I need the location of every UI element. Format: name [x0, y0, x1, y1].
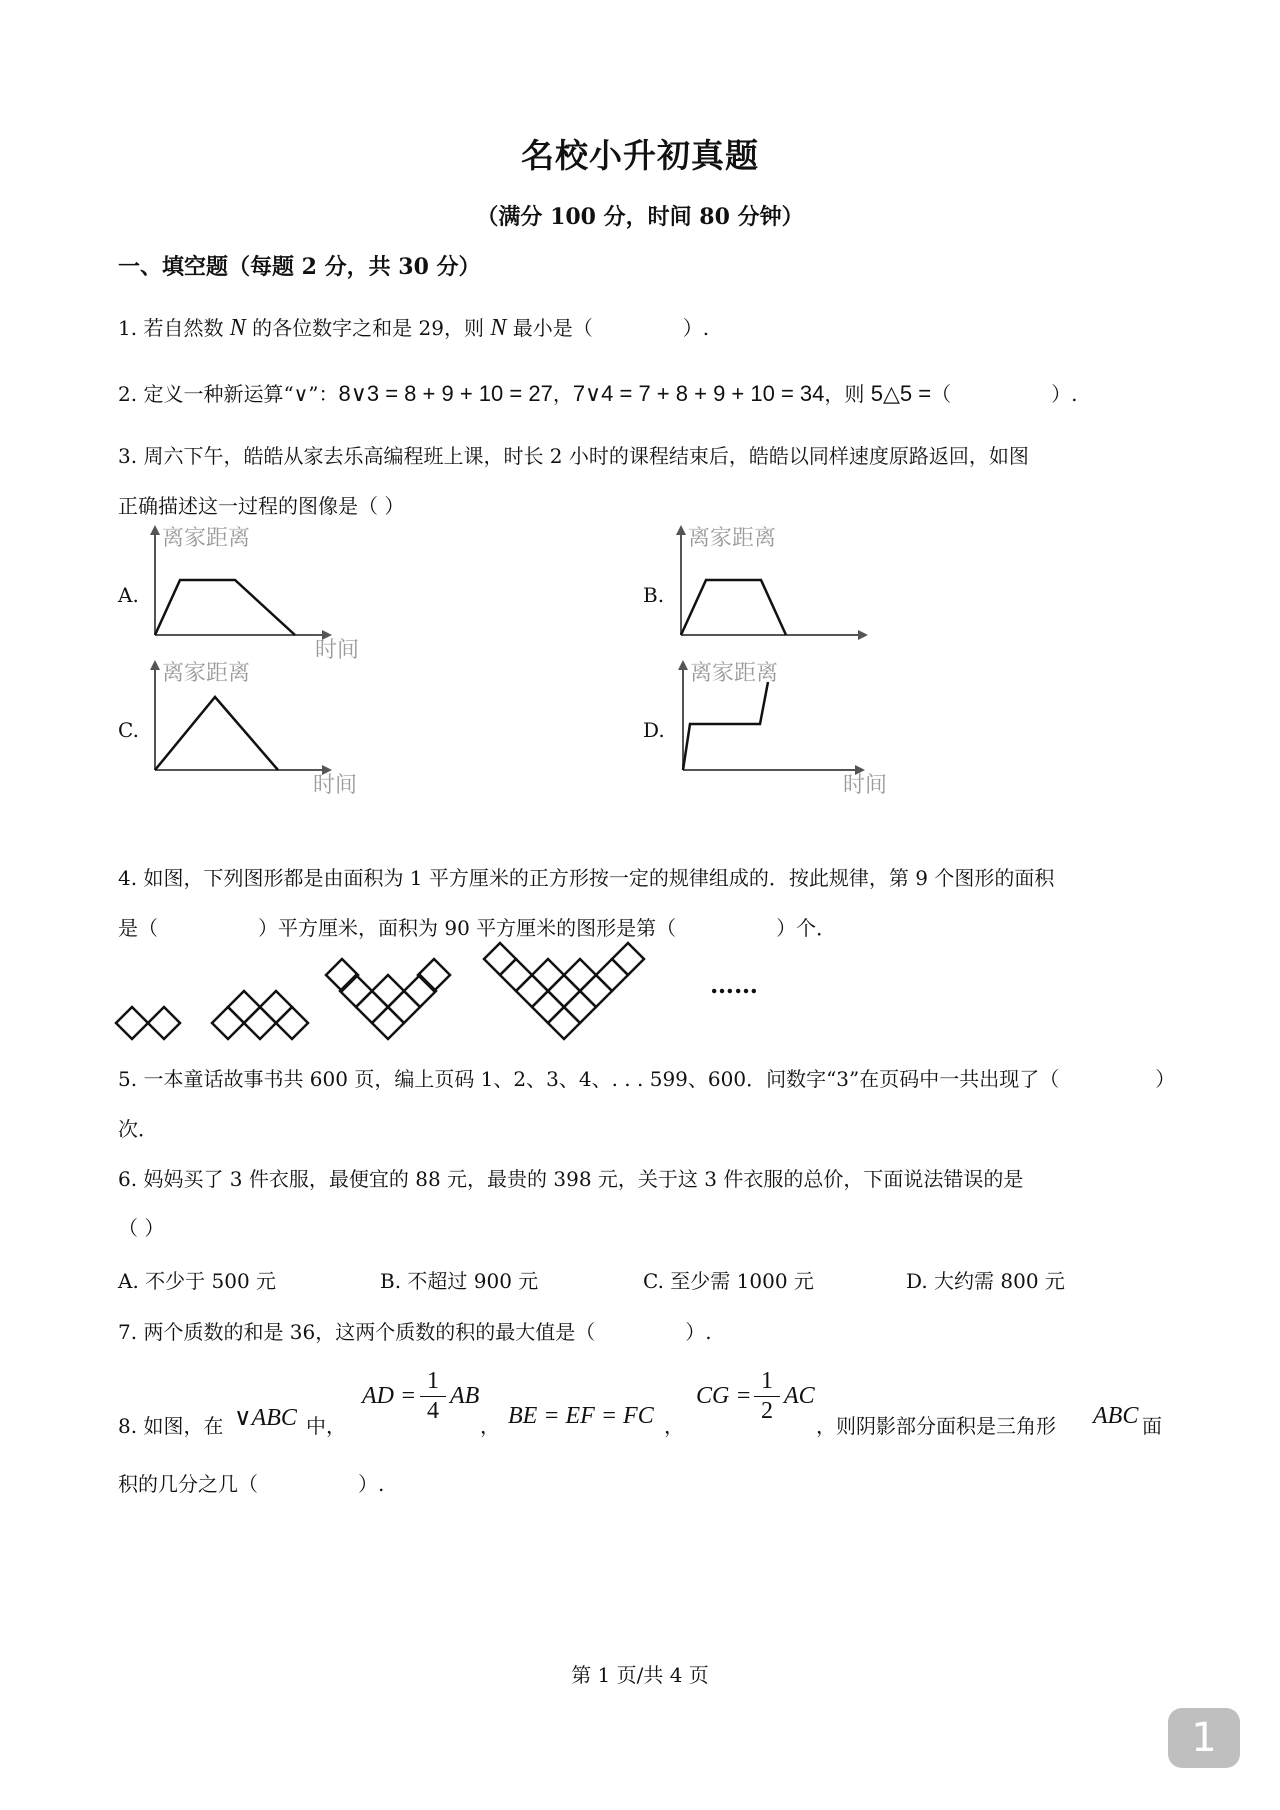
- q8-text-c: ，则阴影部分面积是三角形: [816, 1414, 1056, 1438]
- y-axis-arrow: [150, 525, 160, 535]
- q4-text-c: ）个．: [776, 916, 837, 940]
- graph-a-line: [155, 580, 295, 635]
- q8-text-e: 积的几分之几（: [118, 1472, 258, 1496]
- q8-text-d: 面: [1142, 1414, 1162, 1438]
- y-axis-label: 离家距离: [688, 526, 777, 551]
- option-b-label: B.: [643, 583, 665, 607]
- q1-text-b: 的各位数字之和是 29，则: [245, 316, 491, 340]
- q8-line-2: [118, 1468, 384, 1497]
- pattern-figure-1: [116, 1007, 180, 1039]
- q2-eq3: 5△5 =: [870, 381, 932, 406]
- q4-text-b: ）平方厘米，面积为 90 平方厘米的图形是第（: [258, 916, 677, 940]
- q8-cg: CG =: [696, 1383, 752, 1409]
- question-2: [118, 378, 1077, 407]
- pattern-figure-2: [212, 991, 308, 1039]
- option-a-label: A.: [118, 583, 139, 607]
- graph-c-line: [155, 697, 278, 770]
- fraction-bar: [754, 1396, 780, 1397]
- q8-text-a: 8. 如图，在: [118, 1414, 224, 1438]
- pattern-figure-3: [326, 959, 450, 1039]
- q1-text-a: 1. 若自然数: [118, 316, 230, 340]
- y-axis-label: 离家距离: [162, 661, 251, 686]
- question-7: [118, 1316, 712, 1345]
- y-axis-label: 离家距离: [162, 526, 251, 551]
- q8-ac: AC: [784, 1383, 815, 1409]
- q1-text-c: 最小是（: [506, 316, 593, 340]
- q2-text-b: ，则: [824, 382, 871, 406]
- q6-option-c: C. 至少需 1000 元: [643, 1269, 814, 1293]
- q3-line-1: 3. 周六下午，皓皓从家去乐高编程班上课，时长 2 小时的课程结束后，皓皓以同样速度原路返回，如图: [118, 444, 1029, 468]
- x-axis-label: 时间: [315, 638, 360, 663]
- question-5: [118, 1063, 1175, 1092]
- numerator: 1: [427, 1368, 439, 1394]
- q4-line-2: [118, 912, 836, 941]
- graph-c: [150, 660, 358, 804]
- x-axis-label: 时间: [843, 773, 888, 798]
- graph-a: [150, 525, 360, 669]
- q2-eq2: 7∨4 = 7 + 8 + 9 + 10 = 34: [572, 381, 825, 406]
- q7-text-b: ）.: [685, 1320, 712, 1344]
- q6-option-b: B. 不超过 900 元: [380, 1269, 539, 1293]
- q4-line-1: 4. 如图，下列图形都是由面积为 1 平方厘米的正方形按一定的规律组成的．按此规律，第 9 个图形的面积: [118, 866, 1055, 890]
- q7-text-a: 7. 两个质数的和是 36，这两个质数的积的最大值是（: [118, 1320, 596, 1344]
- graph-d: [678, 660, 898, 804]
- q2-eq1: 8∨3 = 8 + 9 + 10 = 27: [338, 381, 553, 406]
- q8-ad: AD =: [362, 1383, 417, 1409]
- q8-comma-1: ，: [480, 1414, 500, 1438]
- q8-text-f: ）.: [358, 1472, 385, 1496]
- q8-triangle: ∨ABC: [234, 1405, 297, 1431]
- y-axis-label: 离家距离: [690, 661, 779, 686]
- q2-text-d: ）.: [1051, 382, 1078, 406]
- fraction-bar: [420, 1396, 446, 1397]
- y-axis-arrow: [150, 660, 160, 670]
- q2-sep: ，: [552, 382, 573, 406]
- q1-var-n-2: N: [490, 315, 507, 341]
- pattern-figure-4: [484, 943, 644, 1039]
- y-axis-arrow: [678, 660, 688, 670]
- q6-line-1: 6. 妈妈买了 3 件衣服，最便宜的 88 元，最贵的 398 元，关于这 3 件衣服的总价，下面说法错误的是: [118, 1167, 1024, 1191]
- x-axis-label: 时间: [313, 773, 358, 798]
- fraction-one-quarter: [420, 1368, 446, 1425]
- q1-var-n: N: [229, 315, 246, 341]
- q8-ab: AB: [450, 1383, 480, 1409]
- pattern-ellipsis: ……: [710, 970, 758, 999]
- q6-line-2: （ ）: [118, 1216, 165, 1240]
- numerator: 1: [761, 1368, 773, 1394]
- q8-comma-2: ，: [664, 1414, 684, 1438]
- q5-text-b: ）: [1155, 1067, 1176, 1091]
- fraction-one-half: [754, 1368, 780, 1425]
- y-axis-arrow: [676, 525, 686, 535]
- q2-text-a: 2. 定义一种新运算“∨”：: [118, 382, 339, 406]
- question-1: [118, 312, 709, 342]
- graph-b: [676, 525, 896, 669]
- graph-d-line: [683, 682, 768, 770]
- option-d-label: D.: [643, 718, 665, 742]
- q5-line-2: 次．: [118, 1117, 158, 1141]
- exam-info: （满分 100 分，时间 80 分钟）: [476, 204, 804, 230]
- q5-text-a: 5. 一本童话故事书共 600 页，编上页码 1、2、3、4、. . . 599、600．问数字“3”在页码中一共出现了（: [118, 1067, 1060, 1091]
- denominator: 4: [427, 1398, 439, 1424]
- q6-option-a: A. 不少于 500 元: [118, 1269, 277, 1293]
- page-number-badge[interactable]: 1: [1168, 1708, 1240, 1768]
- x-axis-arrow: [858, 630, 868, 640]
- q8-bef: BE = EF = FC: [508, 1403, 654, 1429]
- q1-text-d: ）.: [682, 316, 710, 340]
- section-heading: 一、填空题（每题 2 分，共 30 分）: [118, 254, 481, 280]
- q2-text-c: （: [931, 382, 952, 406]
- option-c-label: C.: [118, 718, 139, 742]
- q8-text-b: 中，: [306, 1414, 346, 1438]
- page-footer: 第 1 页/共 4 页: [571, 1663, 709, 1687]
- q6-option-d: D. 大约需 800 元: [906, 1269, 1065, 1293]
- graph-b-line: [681, 580, 786, 635]
- page-title: 名校小升初真题: [521, 136, 759, 175]
- denominator: 2: [761, 1398, 773, 1424]
- q4-text-a: 是（: [118, 916, 158, 940]
- q3-line-2: 正确描述这一过程的图像是（ ）: [118, 494, 405, 518]
- q8-abc: ABC: [1093, 1403, 1139, 1429]
